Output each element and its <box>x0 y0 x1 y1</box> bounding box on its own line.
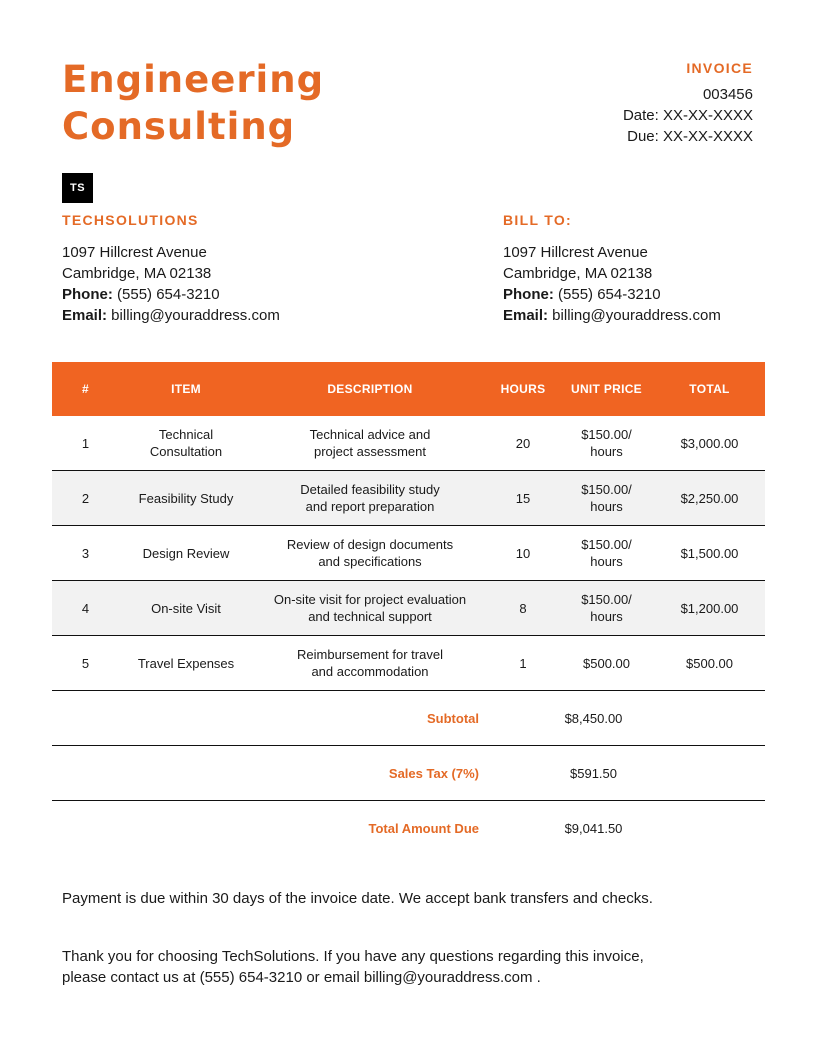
cell-description-line-1: Technical advice and <box>309 427 431 442</box>
thank-you-line-2: please contact us at (555) 654-3210 or email billing@youraddress.com . <box>62 969 541 986</box>
from-address-line-1: 1097 Hillcrest Avenue <box>62 244 207 261</box>
thank-you-line-1: Thank you for choosing TechSolutions. If you have any questions regarding this invoice, <box>62 948 644 965</box>
cell-description-line-1: Review of design documents <box>286 537 454 552</box>
cell-unit-price <box>559 416 654 471</box>
cell-description-line-1: On-site visit for project evaluation <box>273 592 467 607</box>
col-header-item: ITEM <box>119 362 253 416</box>
cell-description-line-1: Detailed feasibility study <box>300 482 440 497</box>
bill-to-address-line-1: 1097 Hillcrest Avenue <box>503 244 648 261</box>
bill-to-phone-label: Phone: <box>503 286 554 303</box>
cell-description <box>253 416 487 471</box>
cell-unit-price <box>559 581 654 636</box>
cell-unit-price-line-2: hours <box>590 444 623 459</box>
cell-description-line-2: project assessment <box>314 444 426 459</box>
cell-unit-price-line-1: $150.00/ <box>581 427 632 442</box>
bill-to-block <box>503 212 721 326</box>
cell-item: Feasibility Study <box>119 471 253 526</box>
col-header-hours: HOURS <box>487 362 559 416</box>
cell-item: Design Review <box>119 526 253 581</box>
col-header-unit-price: UNIT PRICE <box>559 362 654 416</box>
from-phone-label: Phone: <box>62 286 113 303</box>
cell-item-line-1: Technical <box>158 427 214 442</box>
cell-total: $3,000.00 <box>654 416 765 471</box>
invoice-label: INVOICE <box>686 60 753 76</box>
cell-unit-price <box>559 526 654 581</box>
table-row <box>52 581 765 636</box>
from-email <box>62 305 280 326</box>
cell-item <box>119 416 253 471</box>
sales-tax-row <box>52 746 765 801</box>
table-row <box>52 636 765 691</box>
cell-description-line-2: and specifications <box>318 554 422 569</box>
cell-description-line-2: and report preparation <box>305 499 435 514</box>
cell-hours: 8 <box>487 581 559 636</box>
cell-unit-price: $500.00 <box>559 636 654 691</box>
bill-to-phone <box>503 284 721 305</box>
title-line-1: Engineering <box>62 58 325 101</box>
bill-to-label: BILL TO: <box>503 212 572 228</box>
sales-tax-label: Sales Tax (7%) <box>52 746 487 801</box>
invoice-header <box>623 60 753 147</box>
company-title <box>62 56 324 150</box>
thank-you-note <box>62 946 752 988</box>
col-header-number: # <box>52 362 119 416</box>
cell-total: $1,200.00 <box>654 581 765 636</box>
from-label: TECHSOLUTIONS <box>62 212 199 228</box>
cell-description <box>253 471 487 526</box>
cell-number: 2 <box>52 471 119 526</box>
cell-total: $1,500.00 <box>654 526 765 581</box>
cell-hours: 10 <box>487 526 559 581</box>
table-row <box>52 416 765 471</box>
line-items-table <box>52 362 765 691</box>
bill-to-phone-value: (555) 654-3210 <box>553 286 661 303</box>
cell-unit-price <box>559 471 654 526</box>
invoice-number: 003456 <box>702 86 753 103</box>
from-email-value: billing@youraddress.com <box>107 307 280 324</box>
cell-unit-price-line-2: hours <box>590 554 623 569</box>
sales-tax-value: $591.50 <box>487 746 700 801</box>
cell-number: 5 <box>52 636 119 691</box>
cell-description <box>253 581 487 636</box>
col-header-total: TOTAL <box>654 362 765 416</box>
from-email-label: Email: <box>62 307 108 324</box>
total-due-value: $9,041.50 <box>564 820 623 836</box>
cell-hours: 15 <box>487 471 559 526</box>
cell-hours: 1 <box>487 636 559 691</box>
bill-to-email-label: Email: <box>503 307 549 324</box>
bill-to-address-line-2: Cambridge, MA 02138 <box>503 265 653 282</box>
cell-unit-price-line-1: $150.00/ <box>581 592 632 607</box>
bill-to-email-value: billing@youraddress.com <box>548 307 721 324</box>
from-block <box>62 212 280 326</box>
invoice-due: Due: XX-XX-XXXX <box>627 128 753 145</box>
table-row <box>52 526 765 581</box>
cell-unit-price-line-2: hours <box>590 609 623 624</box>
from-address-line-2: Cambridge, MA 02138 <box>62 265 212 282</box>
cell-description <box>253 526 487 581</box>
cell-item: Travel Expenses <box>119 636 253 691</box>
invoice-date: Date: XX-XX-XXXX <box>622 107 753 124</box>
company-logo: TS <box>62 173 93 203</box>
cell-item: On-site Visit <box>119 581 253 636</box>
cell-description-line-1: Reimbursement for travel <box>297 647 443 662</box>
payment-terms: Payment is due within 30 days of the invoice date. We accept bank transfers and checks. <box>62 890 653 907</box>
bill-to-email <box>503 305 721 326</box>
totals-table <box>52 691 765 855</box>
cell-description-line-2: and technical support <box>308 609 432 624</box>
cell-description <box>253 636 487 691</box>
title-line-2: Consulting <box>62 105 296 148</box>
cell-description-line-2: and accommodation <box>311 664 429 679</box>
cell-total: $500.00 <box>654 636 765 691</box>
from-phone-value: (555) 654-3210 <box>112 286 220 303</box>
cell-number: 3 <box>52 526 119 581</box>
subtotal-label: Subtotal <box>52 691 487 746</box>
subtotal-row <box>52 691 765 746</box>
cell-number: 4 <box>52 581 119 636</box>
total-due-label: Total Amount Due <box>368 820 479 836</box>
total-due-row <box>52 801 765 856</box>
cell-item-line-2: Consultation <box>149 444 223 459</box>
table-row <box>52 471 765 526</box>
cell-unit-price-line-1: $150.00/ <box>581 537 632 552</box>
from-phone <box>62 284 280 305</box>
cell-total: $2,250.00 <box>654 471 765 526</box>
col-header-description: DESCRIPTION <box>253 362 487 416</box>
table-header-row <box>52 362 765 416</box>
cell-number: 1 <box>52 416 119 471</box>
cell-unit-price-line-1: $150.00/ <box>581 482 632 497</box>
cell-unit-price-line-2: hours <box>590 499 623 514</box>
cell-hours: 20 <box>487 416 559 471</box>
subtotal-value: $8,450.00 <box>487 691 700 746</box>
